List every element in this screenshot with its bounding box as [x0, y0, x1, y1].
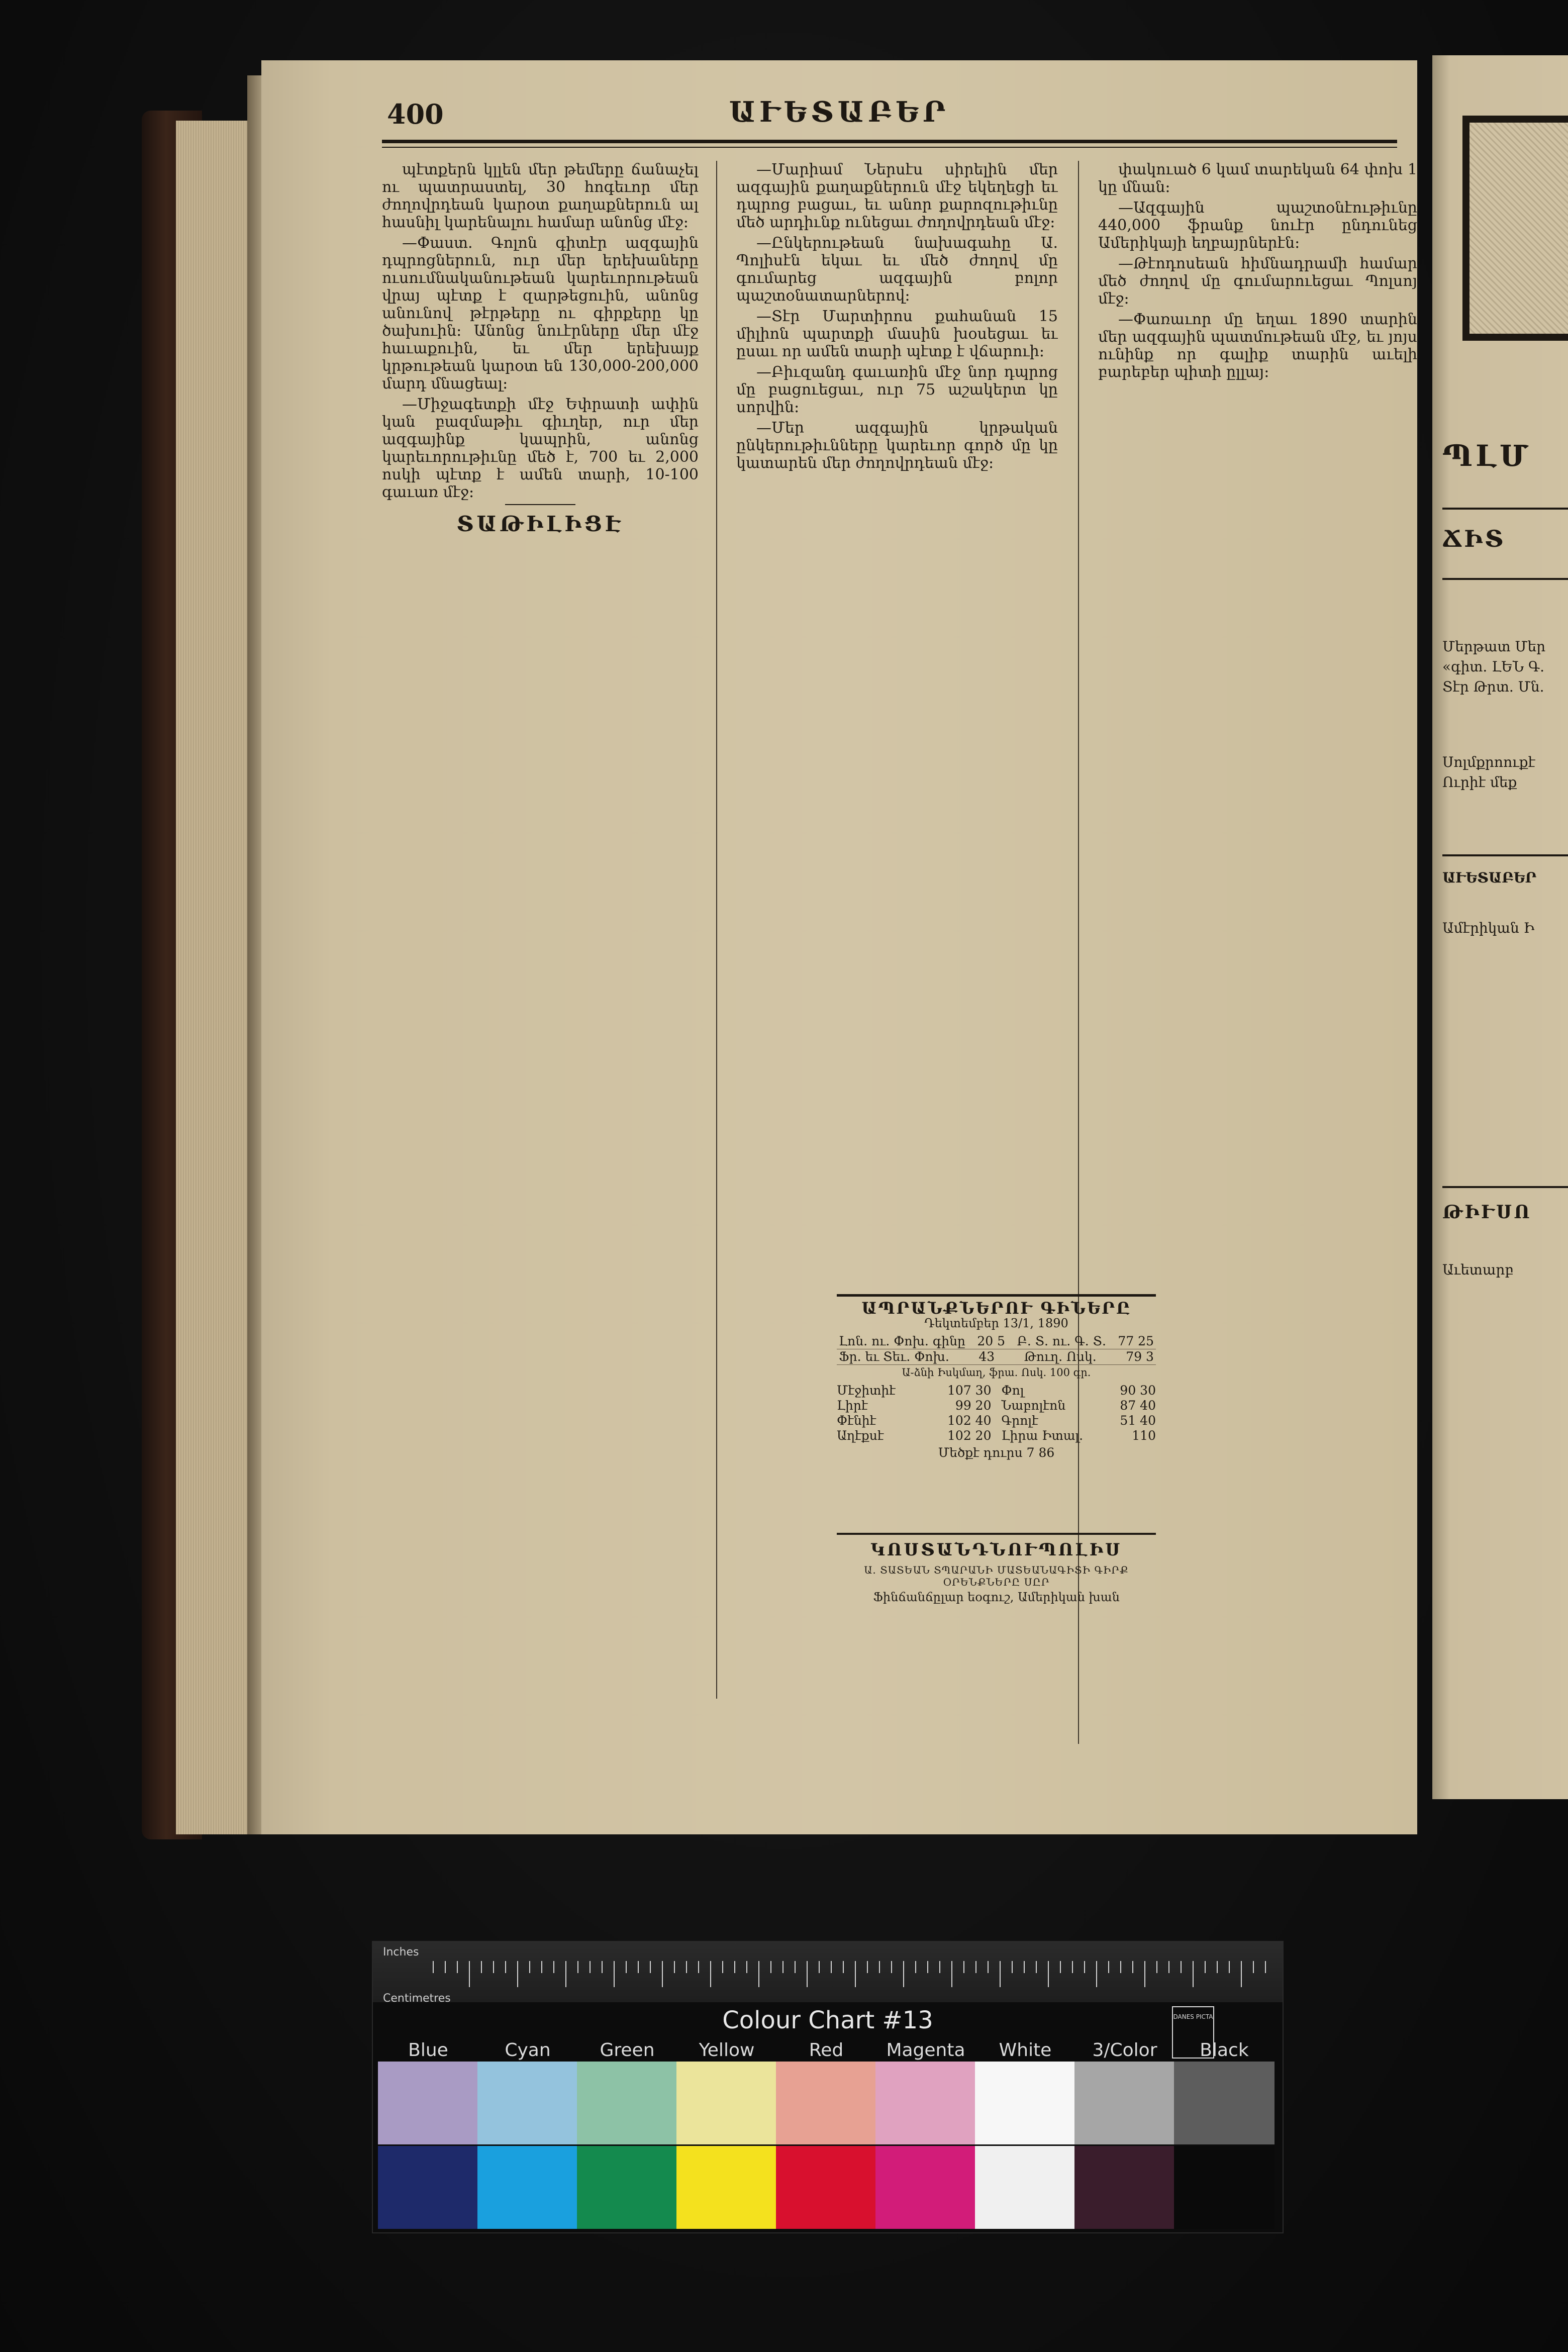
section-fragment: ԹԻՒՍՈ	[1442, 1202, 1532, 1223]
colour-swatch-top	[378, 2062, 478, 2144]
market-row	[837, 1334, 1156, 1349]
market-cell: Նաբոլէոն 87 40	[1001, 1398, 1156, 1413]
market-cell: Լիրա Իտալ. 110	[1001, 1428, 1156, 1443]
colour-swatch-top	[875, 2062, 976, 2144]
market-value: 79 3	[1126, 1349, 1154, 1364]
paragraph: —Ընկերութեան նախագահը Ա. Պոլիսէն եկաւ եւ մեծ ժողով մը գումարեց ազգային բոլոր պաշտօնատարներով։	[736, 234, 1058, 305]
colour-swatch-top	[1074, 2062, 1175, 2144]
market-label: Լոն. ու. Փոխ. գինը	[839, 1334, 965, 1348]
colour-swatch-bottom	[378, 2146, 478, 2229]
address-line: Ֆինճանճըլար եօգուշ, Ամերիկան խան	[873, 1590, 1120, 1604]
swatch-label: Yellow	[699, 2040, 755, 2061]
column-rule	[1078, 161, 1079, 1744]
colour-swatch-bottom	[875, 2146, 976, 2229]
swatch-label: Green	[600, 2040, 655, 2061]
rule	[1442, 508, 1568, 510]
column-3	[1098, 161, 1417, 1342]
text-line: Սոլմքրոուքէ	[1442, 754, 1535, 770]
colour-swatch-top	[975, 2062, 1075, 2144]
colour-swatch-top	[776, 2062, 876, 2144]
imprint-box	[837, 1533, 1156, 1604]
market-cell: Փոլ 90 30	[1001, 1383, 1156, 1398]
swatch-labels	[373, 2040, 1283, 2060]
text-line: Աւետարբ	[1442, 1261, 1514, 1278]
ruler-unit-cm: Centimetres	[383, 1992, 451, 2005]
column-rule	[716, 161, 717, 1699]
market-cell: Լիրէ 99 20	[837, 1398, 992, 1413]
text-line: Տէր Թրտ. Մն.	[1442, 678, 1544, 695]
text-line: Ամէրիկան Ի	[1442, 920, 1535, 936]
text-line: ԱՒԵՏԱԲԵՐ	[1442, 869, 1537, 886]
paragraph: —Մարիամ Ներսէս սիրելին մեր ազգային քաղաքներուն մէջ եկեղեցի եւ դպրոց բացաւ, եւ անոր քարոզութիւնը մեծ արդիւնք ունեցաւ ժողովրդեան մէջ։	[736, 161, 1058, 231]
market-value: 77 25	[1118, 1334, 1154, 1348]
paragraph: —Թէոդոսեան հիմնադրամի համար մեծ ժողով մը գումարուեցաւ Պոլսոյ մէջ։	[1098, 255, 1417, 308]
paragraph: փակուած 6 կամ տարեկան 64 փոխ 1 կը մնան։	[1098, 161, 1417, 196]
colour-calibration-chart	[372, 1941, 1284, 2233]
page-edges	[176, 121, 251, 1834]
chart-title: Colour Chart #13	[722, 2006, 933, 2034]
market-row	[837, 1349, 1156, 1365]
city-name: ԿՈՍՏԱՆԴՆՈՒՊՈԼԻՍ	[870, 1540, 1122, 1560]
colour-swatch-top	[477, 2062, 578, 2144]
column-2	[736, 161, 1058, 1699]
decorative-initial	[1462, 116, 1568, 341]
paragraph: պէտքերն կլլեն մեր թեմերը ճանաչել ու պատրաստել, 30 հոգեւոր մեր ժողովրդեան կարօտ քաղաքներուն ալ հասնիլ կարենալու համար անոնց մէջ։	[382, 161, 699, 231]
text-line: Ուրիէ մեք	[1442, 774, 1517, 791]
market-cell: Մէջիտիէ 107 30	[837, 1383, 992, 1398]
colour-swatch-top	[1174, 2062, 1275, 2144]
swatch-grid	[373, 2062, 1283, 2232]
colour-swatch-bottom	[776, 2146, 876, 2229]
colour-swatch-bottom	[1174, 2146, 1275, 2229]
text-line: «գիտ. ԼԵՆ Գ.	[1442, 658, 1545, 675]
ruler-unit-inches: Inches	[383, 1946, 419, 1958]
rule	[1442, 578, 1568, 580]
market-value: 20 5	[977, 1334, 1006, 1348]
header-rule	[382, 140, 1397, 143]
section-heading: ՏԱԹԻԼԻՑԷ	[456, 512, 624, 536]
printer-line: Ա. ՏԱՏԵԱՆ ՏՊԱՐԱՆԻ ՄԱՏԵԱՆԱԳԻՏԻ ԳԻՐՔ ՕՐԵՆՔՆԵՐԸ ՍԸՐ	[864, 1564, 1129, 1588]
ruler	[373, 1942, 1283, 2005]
market-value: 43	[978, 1349, 995, 1364]
rule	[1442, 854, 1568, 856]
market-label: Ֆր. եւ Տեւ. Փոխ.	[839, 1349, 949, 1364]
paragraph: —Տէր Մարտիրոս քահանան 15 միլիոն պարտքի մասին խօսեցաւ եւ ըսաւ որ ամեն տարի պէտք է վճարուի։	[736, 308, 1058, 360]
running-head: ԱՒԵՏԱԲԵՐ	[729, 95, 950, 129]
colour-swatch-top	[577, 2062, 677, 2144]
rule	[1442, 1186, 1568, 1188]
column-1	[382, 161, 699, 1402]
facing-page-fragment	[1432, 55, 1568, 1799]
masthead-fragment: ՊԼՄ	[1442, 439, 1531, 473]
ruler-ticks	[373, 1942, 1283, 2002]
paragraph: —Փաստ. Գոլոն գիտէր ազգային դպրոցներուն, ուր մեր երեխաները ուսումնականութեան կարեւորութեան վրայ պէտք է զարթեցուին, անոնց անունով թէրթերը ու գիրքերը կը ծախուին։ Անոնց նուէրները մեր մէջ հաւաքուին, եւ մեր երեխայք կրթութեան կարօտ են 130,000-200,000 մարդ մնացեալ։	[382, 234, 699, 393]
paragraph: —Փառաւոր մը եղաւ 1890 տարին մեր ազգային պատմութեան մէջ, եւ յոյս ունինք որ գալիք տարին աւելի բարեբեր պիտի ըլլայ։	[1098, 311, 1417, 381]
market-label: Բ. Տ. ու. Գ. Տ.	[1017, 1334, 1106, 1348]
market-note: Ա֊ձնի Իսկմաղ, ֆրա. Ոսկ. 100 գր.	[902, 1366, 1091, 1379]
market-cell: Փէնիէ 102 40	[837, 1413, 992, 1428]
market-label: Թուղ. Ոսկ.	[1024, 1349, 1097, 1364]
swatch-label: Magenta	[886, 2040, 965, 2061]
paragraph: —Մեր ազգային կրթական ընկերութիւնները կարեւոր գործ մը կը կատարեն մեր ժողովրդեան մէջ։	[736, 419, 1058, 472]
chart-logo: DANES PICTA	[1172, 2006, 1214, 2059]
paragraph: —Ազգային պաշտօնէութիւնը 440,000 ֆրանք նուէր ընդունեց Ամերիկայի եղբայրներէն։	[1098, 199, 1417, 252]
market-title: ԱՊՐԱՆՔՆԵՐՈՒ ԳԻՆԵՐԸ	[837, 1294, 1156, 1316]
colour-swatch-bottom	[1074, 2146, 1175, 2229]
market-grid	[837, 1383, 1156, 1443]
colour-swatch-top	[676, 2062, 777, 2144]
paragraph: —Բիւզանդ գաւառին մէջ նոր դպրոց մը բացուեցաւ, ուր 75 աշակերտ կը սորվին։	[736, 363, 1058, 416]
text-line: Մերթատ Մեր	[1442, 638, 1546, 655]
header-rule-thin	[382, 147, 1397, 148]
market-total: Մեծքէ դուրս 7 86	[938, 1445, 1055, 1460]
swatch-label: Cyan	[505, 2040, 551, 2061]
newspaper-page	[261, 60, 1417, 1834]
section-divider	[505, 504, 575, 505]
colour-swatch-bottom	[676, 2146, 777, 2229]
market-cell: Աղէքսէ 102 20	[837, 1428, 992, 1443]
colour-swatch-bottom	[477, 2146, 578, 2229]
market-date: Դեկտեմբեր 13/1, 1890	[924, 1316, 1068, 1330]
swatch-label: 3/Color	[1092, 2040, 1157, 2061]
market-cell: Գրոլէ 51 40	[1001, 1413, 1156, 1428]
swatch-label: Blue	[408, 2040, 448, 2061]
swatch-label: Red	[809, 2040, 844, 2061]
swatch-label: White	[999, 2040, 1052, 2061]
swatch-label: Black	[1200, 2040, 1249, 2061]
colour-swatch-bottom	[577, 2146, 677, 2229]
colour-swatch-bottom	[975, 2146, 1075, 2229]
market-prices	[837, 1294, 1156, 1460]
subtitle-fragment: ՃԻՏ	[1442, 525, 1506, 552]
page-number: 400	[387, 98, 444, 130]
paragraph: —Միջագետքի մէջ Եփրատի ափին կան բազմաթիւ գիւղեր, ուր մեր ազգայինք կապրին, անոնց կարեւորութիւնը մեծ է, 700 եւ 2,000 ոսկի պէտք է ամեն տարի, 10-100 գաւառ մէջ։	[382, 396, 699, 501]
